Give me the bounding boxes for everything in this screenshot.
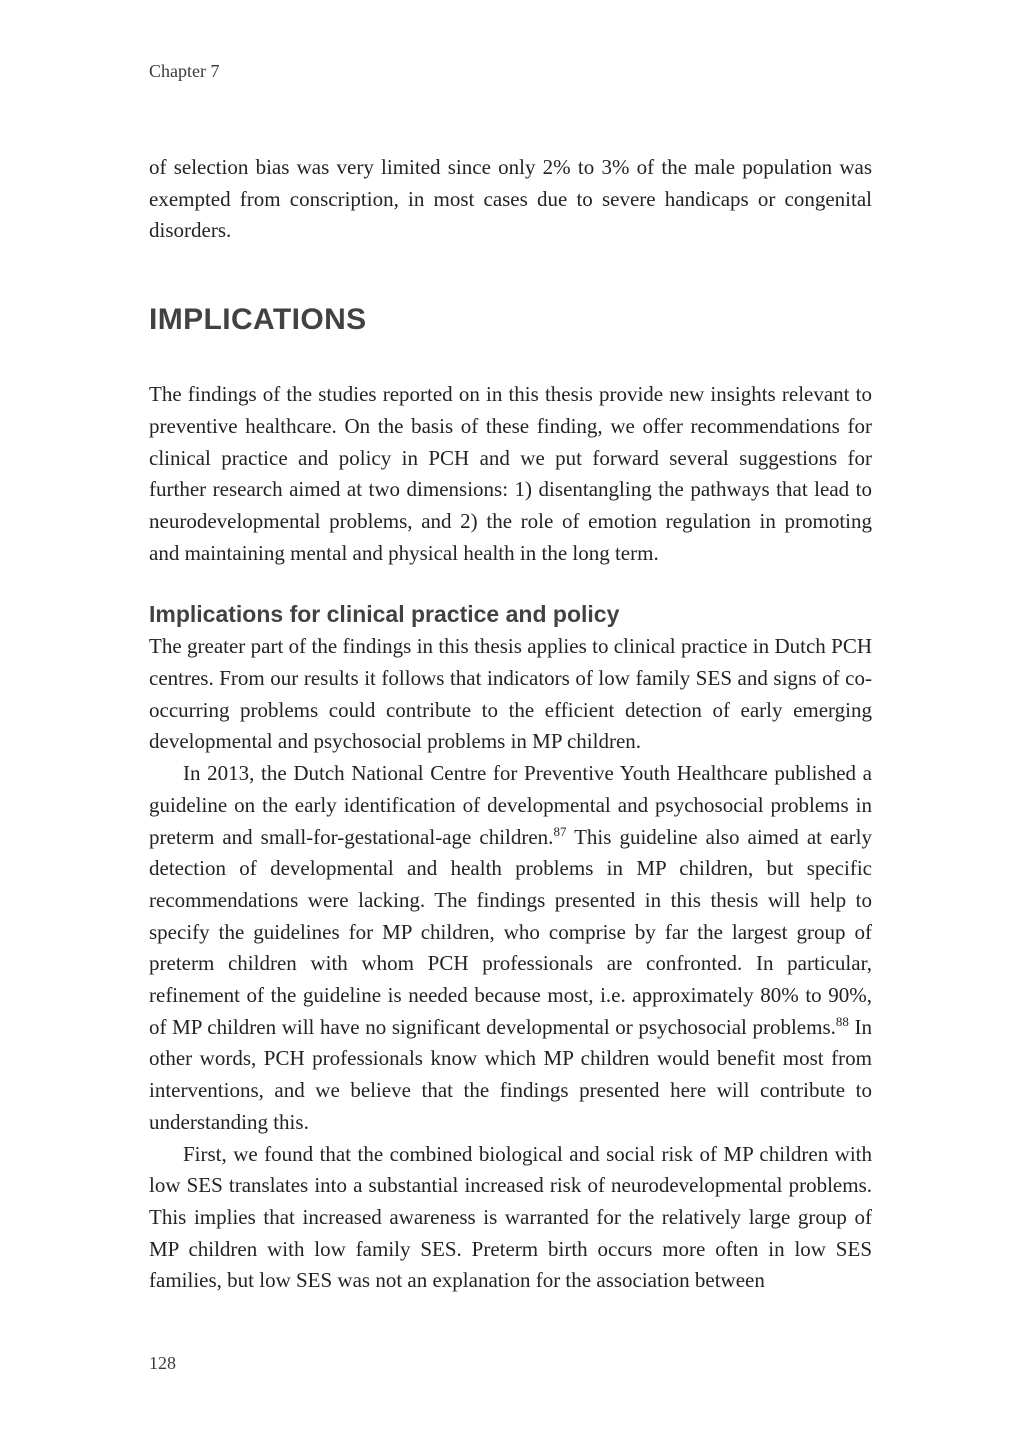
paragraph-clinical-practice-2: [149, 758, 872, 1138]
text-run: This guideline also aimed at early detection of developmental and health problems in MP children, but specific recommendations were lacking. The findings presented in this thesis will help to specify the guidelines for MP children, who comprise by far the largest group of preterm children with whom PCH professionals are confronted. In particular, refinement of the guideline is needed because most, i.e. approximately 80% to 90%, of MP children will have no significant developmental or psychosocial problems.: [149, 824, 872, 1039]
page-content: [149, 152, 872, 1297]
footnote-reference: 88: [835, 1013, 849, 1029]
paragraph-continued-from-previous-page: of selection bias was very limited since only 2% to 3% of the male population was exempted from conscription, in most cases due to severe handicaps or congenital disorders.: [149, 155, 872, 243]
page-number: 128: [149, 1353, 176, 1373]
text-run: In other words, PCH professionals know which MP children would benefit most from interventions, and we believe that the findings presented here will contribute to understanding this.: [149, 1014, 872, 1134]
running-header: Chapter 7: [149, 61, 220, 81]
paragraph-clinical-practice-3: First, we found that the combined biological and social risk of MP children with low SES translates into a substantial increased risk of neurodevelopmental problems. This implies that increased awareness is warranted for the relatively large group of MP children with low family SES. Preterm birth occurs more often in low SES families, but low SES was not an explanation for the association between: [149, 1141, 872, 1293]
section-heading-implications: IMPLICATIONS: [149, 303, 367, 337]
text-run: In 2013, the Dutch National Centre for Preventive Youth Healthcare published a guideline on the early identification of developmental and psychosocial problems in preterm and small-for-gestational-age children.: [149, 761, 872, 849]
paragraph-clinical-practice-1: The greater part of the findings in this thesis applies to clinical practice in Dutch PCH centres. From our results it follows that indicators of low family SES and signs of co-occurring problems could contribute to the efficient detection of early emerging developmental and psychosocial problems in MP children.: [149, 634, 872, 754]
paragraph-section-lead: The findings of the studies reported on in this thesis provide new insights relevant to preventive healthcare. On the basis of these finding, we offer recommendations for clinical practice and policy in PCH and we put forward several suggestions for further research aimed at two dimensions: 1) disentangling the pathways that lead to neurodevelopmental problems, and 2) the role of emotion regulation in promoting and maintaining mental and physical health in the long term.: [149, 382, 872, 565]
footnote-reference: 87: [553, 823, 567, 839]
subsection-heading-clinical-practice: Implications for clinical practice and policy: [149, 601, 620, 628]
